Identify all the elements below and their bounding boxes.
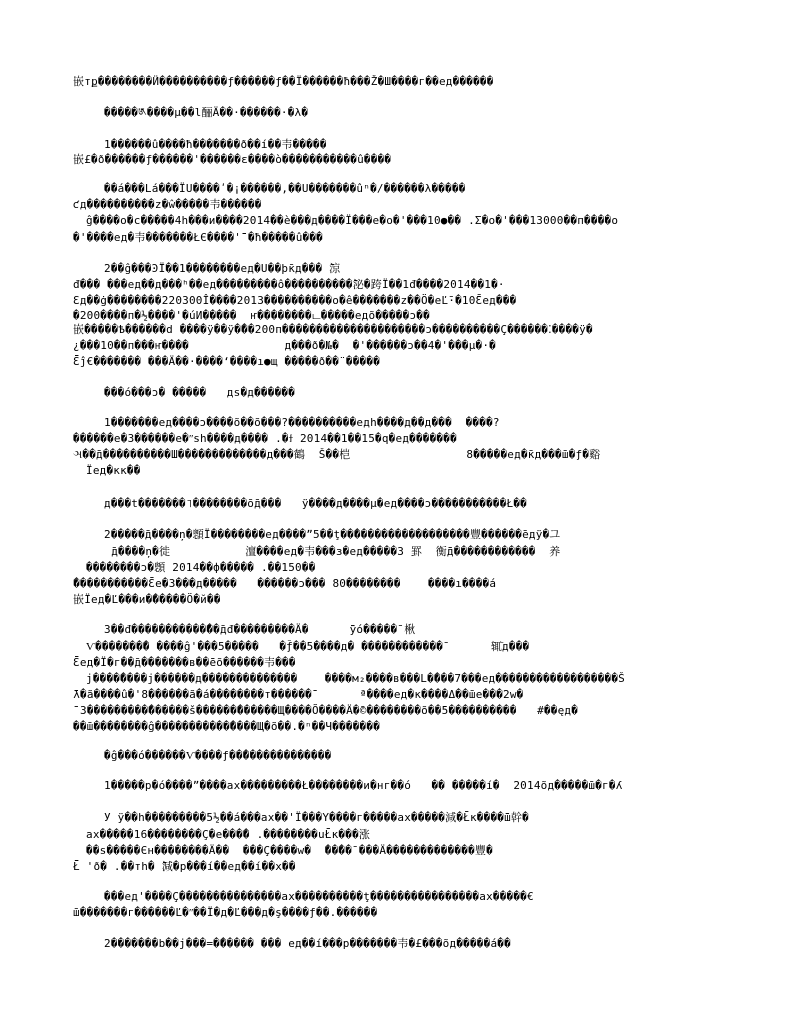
text-line: Ïед�кк�� (86, 464, 141, 477)
text-line: 嵌Ïед�Ľ���и�̄�����Ö�й��̄̄ (73, 593, 221, 606)
text-line: ш̄�������г������Ľ�ʺ��Ï�д�Ľ���д�ş����ƒ��.������ (73, 906, 378, 919)
text-line: ̄̄̄̄̄̄λ�ã����û�'8������ã�á��������т������̄̄ ª����ед�к����Δ��ш̄е���2w� (73, 688, 524, 701)
text-line: ���ó���ɔ� ����� дs�д������̄ (104, 386, 296, 399)
text-line: 1�����р�ó����ˮ����ах���������Ł��������и�нг��ó �� �����í� 2014õд�����ш̄�г�ʎ (104, 779, 623, 792)
text-line: Ɛ̄̄̄̄ĵ€������� ���Ä��·����‘����ı●щ �����ð��¨����� (73, 355, 381, 368)
text-line: ������е�З������е�ʺsh����д���� .�ϯ 2014��1��15�q�ед������� (73, 432, 457, 445)
text-line: У ÿ��h���������5½��á���ах��'Ï���Y����г�����ах�����減�Ł̄̄к����ш̄̄̄幹� (104, 811, 529, 824)
text-line: 2�������b��ј���=�̄����� ��� ед��í���р�������壭�£���õд�����á�� (104, 937, 511, 950)
text-line: 嵌£�ð������ƒ������'������ε����ò�����������û���� (73, 153, 392, 166)
text-line: ��ш̄��������ĝ�����������̄����Щ�õ��.�ⁿ��Ч������� (73, 720, 381, 733)
text-line: 2��ĝ���Ͽ̄Ï��1��������ед�U��þк̄д��� ̄̄涼 (104, 262, 341, 275)
text-line: �'����ед�壭�������ŁЄ����'̄̄̄̄̄̄̄ �ħ�����û��� (73, 231, 323, 244)
text-line: ¿���10��п���ҥ���� д���ð�№� �'������ɔ��4�'���µ�·� (73, 339, 496, 352)
text-line: đ��� ���ед��д���ʰ��ед���������ô����������̄̄̄泌�跨Ï��1đ����2014��1�· (73, 278, 505, 291)
text-line: ̄д����ņ�徙 澶����ед�壭���з�ед�����3 罫 衡д̄̄������������ 养 (111, 545, 561, 558)
text-line: Ɛд��ġ��������220300Î����2013����������o�ê�������z��Ö�еĽ̄·�10̄̄Ɛ̄ед��� (73, 294, 517, 307)
text-line: 1������û����ħ�������ð��í��壭����� (104, 138, 327, 151)
text-line: ј����̄����ј������д�������������� ����м₂����в���L�̄���7���ед������������������Š̄ (86, 672, 625, 685)
text-line: ̄�����������Ɛ̄̄е�З���д����� ������ɔ��� 80�������� ����ı����á̄ (73, 577, 497, 590)
text-line: �200����п�½����'�úИ����� ҥ��������ட�����едõ�����ɔ��̄ (73, 309, 430, 322)
text-line: �����༁����µ��l酾Ä��·������·�λ� (104, 106, 309, 119)
text-line: ��á���Lá���ÏU����ʹ�¡������,��U�������ûⁿ�/������λ����� (104, 182, 466, 195)
text-line: ઞ��̄д����������Ш�������������д���鶴 Š��桤 8�����ед�к̄д���ш̄�ƒ�谿 (73, 448, 601, 461)
text-line: ĝ����o�c�����4h���и����2014��è���д����Ï���е�o�'���10●�� .Σ�o�'���13000��п����o (86, 214, 619, 227)
text-line: 2�����̄д����ņ�顖Ï��������ед����ˮ5��ţ��̄�����������������豐������̄едÿ�그 (104, 528, 561, 541)
text-line: ��������ɔ�顖 2014��ф����� .��150�� (86, 561, 316, 574)
text-line: Ɛ̄̄̄ед�Ï�г��̄д�������в��е̄̄õ������壭��� (73, 656, 296, 669)
text-line: 嵌�����Ѣ������d ����ÿ��ÿ�̄��200п���������������������ɔ����������Ç������⁚����ÿ� (73, 323, 593, 336)
text-line: ̄̄ З���������̄̄������š������̄������Щ����Õ����Ä�̄©��������õ��̄5���������� #��ęд� (73, 704, 579, 717)
text-line: 1�������ед����ɔ����õ��õ���?����������едh����д��д��� ����? (104, 416, 500, 429)
text-line: ��s�����Єн��������Ä�� ���Ç����w� ̄��̄��̄ ���Ä�������������豐� (86, 844, 493, 857)
text-line: �ĝ���ó������Ѵ����ƒ��̄������������� (104, 749, 332, 762)
text-line: 嵌тք��������Ӥ����������ƒ������ƒ��Ï������ħ���Ž�Ш����г��ед������ (73, 75, 494, 88)
text-line: д���t�������˥��������ōд̄��� ÿ����д����µ�ед����ɔ�����������Ł�� (104, 497, 527, 510)
text-line: Ѵ�������̄� ����ĝ'���5����� �ƒ̄��5����д� ������������̄ 辄̄д��� (86, 640, 530, 653)
text-line: ах�����16��������Ç�е���̄� .��������uŁ̄̄к���涨 (86, 828, 371, 841)
text-line: Ł̄̄̄̄̄ 'ð� .��тh� ̄̄̄̄̄減�р���í��ед��í��х�� (73, 860, 296, 873)
text-line: 3��đ�����������̄̄̄̄̄��̄дđ���������Ä� ̄̄ÿó�����̄ 楸 (104, 623, 416, 636)
text-line: ���ед'����Ç���������������ах����������ţ����������������ах�����€ (104, 890, 534, 903)
text-line: ƈд����������z�ŵ�����壭������ (73, 198, 262, 211)
